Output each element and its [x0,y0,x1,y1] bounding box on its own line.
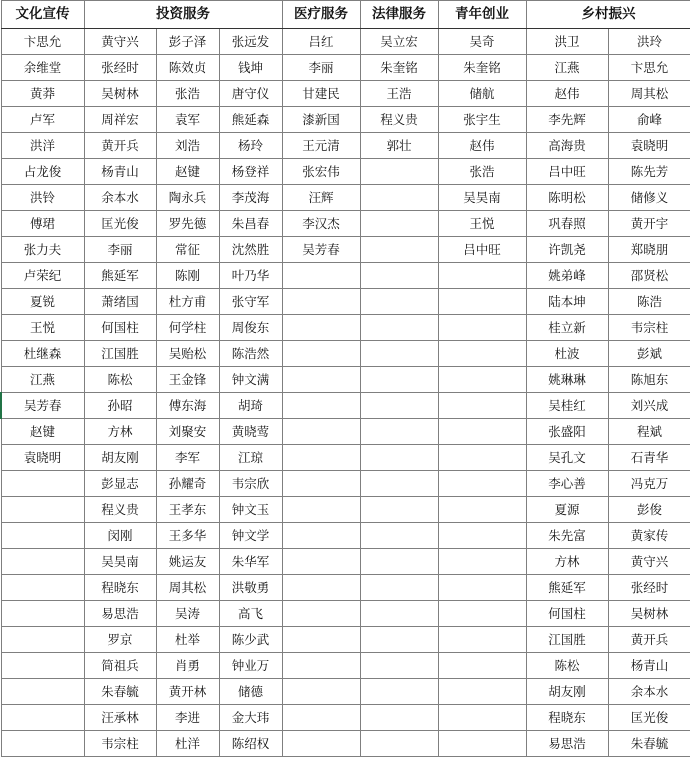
table-cell[interactable]: 杜举 [156,627,219,653]
table-cell[interactable]: 吴孔文 [526,445,608,471]
table-cell[interactable]: 王悦 [1,315,84,341]
table-cell[interactable] [438,419,526,445]
table-cell[interactable]: 陈先芳 [608,159,690,185]
table-cell[interactable] [360,263,438,289]
table-cell[interactable]: 汪承林 [84,705,156,731]
table-cell[interactable]: 李军 [156,445,219,471]
table-cell[interactable] [282,419,360,445]
table-cell[interactable]: 钟文满 [219,367,282,393]
table-cell[interactable] [360,419,438,445]
table-cell[interactable] [438,367,526,393]
table-cell[interactable] [438,289,526,315]
table-cell[interactable]: 程义贵 [84,497,156,523]
table-cell[interactable] [282,289,360,315]
table-cell[interactable]: 杨青山 [84,159,156,185]
table-cell[interactable]: 周祥宏 [84,107,156,133]
table-row [1,29,690,55]
table-cell[interactable]: 储修义 [608,185,690,211]
column-header[interactable]: 法律服务 [360,1,438,29]
table-row [1,731,690,757]
table-cell[interactable]: 李丽 [282,55,360,81]
table-cell[interactable]: 黄开林 [156,679,219,705]
table-cell[interactable]: 吴桂红 [526,393,608,419]
table-cell[interactable] [438,263,526,289]
table-cell[interactable]: 姚运友 [156,549,219,575]
table-cell[interactable]: 彭斌 [608,341,690,367]
table-row [1,81,690,107]
table-cell[interactable]: 彭子泽 [156,29,219,55]
table-cell[interactable]: 程晓东 [526,705,608,731]
table-cell[interactable]: 黄开兵 [84,133,156,159]
table-cell[interactable]: 余维堂 [1,55,84,81]
table-cell[interactable] [360,549,438,575]
table-cell[interactable]: 汪辉 [282,185,360,211]
table-cell[interactable]: 张浩 [156,81,219,107]
table-cell[interactable] [360,367,438,393]
table-cell[interactable]: 余本水 [608,679,690,705]
table-cell[interactable] [1,497,84,523]
table-cell[interactable] [360,575,438,601]
table-row [1,445,690,471]
table-row [1,315,690,341]
table-cell[interactable] [438,679,526,705]
table-cell[interactable] [438,653,526,679]
table-header [1,1,690,29]
table-cell[interactable]: 朱昌春 [219,211,282,237]
table-cell[interactable] [282,497,360,523]
table-cell[interactable]: 杜洋 [156,731,219,757]
table-cell[interactable]: 王多华 [156,523,219,549]
table-cell[interactable] [360,445,438,471]
table-cell[interactable]: 余本水 [84,185,156,211]
table-cell[interactable]: 李汉杰 [282,211,360,237]
table-cell[interactable]: 熊延军 [526,575,608,601]
table-row [1,627,690,653]
table-cell[interactable]: 周其松 [156,575,219,601]
table-cell[interactable]: 陈松 [84,367,156,393]
table-cell[interactable]: 叶乃华 [219,263,282,289]
table-cell[interactable] [360,679,438,705]
table-cell[interactable] [282,627,360,653]
table-cell[interactable]: 漆新国 [282,107,360,133]
table-cell[interactable]: 邵贤松 [608,263,690,289]
table-row [1,601,690,627]
table-cell[interactable]: 洪洋 [1,133,84,159]
table-cell[interactable]: 彭俊 [608,497,690,523]
table-cell[interactable]: 高飞 [219,601,282,627]
table-cell[interactable]: 张盛阳 [526,419,608,445]
table-cell[interactable] [1,523,84,549]
table-cell[interactable]: 胡琦 [219,393,282,419]
table-cell[interactable]: 吴涛 [156,601,219,627]
table-row [1,55,690,81]
table-cell[interactable] [438,731,526,757]
table-cell[interactable]: 姚琳琳 [526,367,608,393]
table-cell[interactable]: 赵伟 [526,81,608,107]
table-cell[interactable]: 洪卫 [526,29,608,55]
table-cell[interactable]: 易思浩 [84,601,156,627]
table-cell[interactable]: 黄晓莺 [219,419,282,445]
table-cell[interactable]: 陈刚 [156,263,219,289]
column-header[interactable]: 青年创业 [438,1,526,29]
table-row [1,679,690,705]
column-header[interactable]: 乡村振兴 [526,1,690,29]
table-cell[interactable] [282,367,360,393]
table-cell[interactable]: 朱先富 [526,523,608,549]
table-cell[interactable] [282,705,360,731]
table-cell[interactable]: 李先辉 [526,107,608,133]
table-row [1,159,690,185]
table-cell[interactable] [360,471,438,497]
table-cell[interactable] [282,653,360,679]
table-cell[interactable]: 彭显志 [84,471,156,497]
table-cell[interactable]: 李心善 [526,471,608,497]
table-cell[interactable]: 占龙俊 [1,159,84,185]
table-cell[interactable]: 杜继森 [1,341,84,367]
table-cell[interactable] [438,627,526,653]
table-cell[interactable] [1,705,84,731]
table-cell[interactable]: 陈明松 [526,185,608,211]
table-cell[interactable]: 王浩 [360,81,438,107]
table-cell[interactable]: 傅珺 [1,211,84,237]
table-cell[interactable]: 袁晓明 [608,133,690,159]
table-cell[interactable]: 熊延军 [84,263,156,289]
table-cell[interactable]: 巩春照 [526,211,608,237]
table-cell[interactable]: 张守军 [219,289,282,315]
table-row [1,185,690,211]
table-cell[interactable] [282,549,360,575]
table-cell[interactable]: 程斌 [608,419,690,445]
table-cell[interactable] [438,393,526,419]
table-cell[interactable] [438,471,526,497]
table-row [1,523,690,549]
table-cell[interactable]: 钟业万 [219,653,282,679]
table-cell[interactable]: 夏锐 [1,289,84,315]
table-cell[interactable]: 何学柱 [156,315,219,341]
table-cell[interactable]: 高海贵 [526,133,608,159]
table-cell[interactable]: 张远发 [219,29,282,55]
table-cell[interactable] [1,653,84,679]
table-cell[interactable]: 吴贻松 [156,341,219,367]
table-cell[interactable] [438,315,526,341]
table-cell[interactable] [438,445,526,471]
table-cell[interactable]: 熊延森 [219,107,282,133]
table-cell[interactable]: 萧绪国 [84,289,156,315]
table-cell[interactable] [282,393,360,419]
table-cell[interactable]: 王悦 [438,211,526,237]
table-cell[interactable]: 洪铃 [1,185,84,211]
table-cell[interactable] [360,393,438,419]
table-cell[interactable]: 王元清 [282,133,360,159]
table-cell[interactable]: 简祖兵 [84,653,156,679]
table-row [1,237,690,263]
table-cell[interactable]: 许凯尧 [526,237,608,263]
table-cell[interactable]: 杨玲 [219,133,282,159]
table-cell[interactable] [438,341,526,367]
table-cell[interactable]: 钟文玉 [219,497,282,523]
table-cell[interactable]: 陶永兵 [156,185,219,211]
table-row [1,393,690,419]
table-cell[interactable]: 吴树林 [608,601,690,627]
table-cell[interactable]: 金大玮 [219,705,282,731]
table-body [1,29,690,757]
table-cell[interactable]: 朱奎铭 [360,55,438,81]
table-cell[interactable]: 江琼 [219,445,282,471]
table-cell[interactable] [282,731,360,757]
table-cell[interactable] [360,653,438,679]
table-cell[interactable]: 陈浩 [608,289,690,315]
table-cell[interactable]: 陆本坤 [526,289,608,315]
table-cell[interactable]: 胡友刚 [84,445,156,471]
table-cell[interactable]: 闵刚 [84,523,156,549]
table-cell[interactable] [1,679,84,705]
table-cell[interactable]: 夏源 [526,497,608,523]
table-cell[interactable]: 陈效贞 [156,55,219,81]
table-cell[interactable]: 江国胜 [526,627,608,653]
table-cell[interactable]: 陈松 [526,653,608,679]
table-row [1,497,690,523]
table-cell[interactable]: 程义贵 [360,107,438,133]
table-cell[interactable] [360,211,438,237]
table-row [1,107,690,133]
table-cell[interactable]: 沈然胜 [219,237,282,263]
table-row [1,211,690,237]
table-cell[interactable]: 甘建民 [282,81,360,107]
table-cell[interactable]: 洪敬勇 [219,575,282,601]
table-cell[interactable]: 易思浩 [526,731,608,757]
table-cell[interactable]: 黄守兴 [608,549,690,575]
table-cell[interactable] [360,185,438,211]
table-cell[interactable]: 杨青山 [608,653,690,679]
table-cell[interactable]: 储航 [438,81,526,107]
table-cell[interactable]: 卞思允 [1,29,84,55]
table-cell[interactable]: 吴芳春 [282,237,360,263]
table-cell[interactable]: 唐守仪 [219,81,282,107]
table-cell[interactable]: 杜波 [526,341,608,367]
table-cell[interactable]: 黄莽 [1,81,84,107]
table-cell[interactable] [282,601,360,627]
table-cell[interactable]: 黄开宇 [608,211,690,237]
table-cell[interactable]: 俞峰 [608,107,690,133]
table-cell[interactable]: 钟文学 [219,523,282,549]
table-cell[interactable]: 刘浩 [156,133,219,159]
table-cell[interactable]: 卞思允 [608,55,690,81]
table-cell[interactable] [1,575,84,601]
table-cell[interactable]: 陈浩然 [219,341,282,367]
table-cell[interactable] [360,341,438,367]
table-cell[interactable] [282,575,360,601]
table-cell[interactable]: 孙耀奇 [156,471,219,497]
table-cell[interactable]: 孙昭 [84,393,156,419]
table-cell[interactable] [360,315,438,341]
table-cell[interactable]: 张宇生 [438,107,526,133]
table-cell[interactable]: 吴昊南 [84,549,156,575]
table-cell[interactable]: 黄开兵 [608,627,690,653]
table-cell[interactable]: 吴立宏 [360,29,438,55]
table-cell[interactable] [1,731,84,757]
table-row [1,549,690,575]
table-cell[interactable]: 袁晓明 [1,445,84,471]
table-cell[interactable]: 张宏伟 [282,159,360,185]
table-cell[interactable]: 王孝东 [156,497,219,523]
table-cell[interactable]: 程晓东 [84,575,156,601]
table-cell[interactable]: 桂立新 [526,315,608,341]
table-row [1,575,690,601]
table-cell[interactable]: 吕红 [282,29,360,55]
table-cell[interactable] [282,445,360,471]
table-cell[interactable]: 张经时 [84,55,156,81]
header-row [1,1,690,29]
table-cell[interactable]: 何国柱 [526,601,608,627]
table-cell[interactable]: 洪玲 [608,29,690,55]
table-cell[interactable]: 朱春毓 [84,679,156,705]
table-cell[interactable]: 郭壮 [360,133,438,159]
table-row [1,133,690,159]
table-cell[interactable]: 黄家传 [608,523,690,549]
table-row [1,367,690,393]
table-cell[interactable] [360,601,438,627]
table-cell[interactable] [1,627,84,653]
table-cell[interactable]: 张经时 [608,575,690,601]
table-cell[interactable]: 方林 [84,419,156,445]
table-cell[interactable] [282,471,360,497]
table-cell[interactable]: 卢军 [1,107,84,133]
table-cell[interactable] [1,549,84,575]
table-cell[interactable]: 李丽 [84,237,156,263]
table-cell[interactable] [282,679,360,705]
table-cell[interactable] [360,627,438,653]
table-cell[interactable]: 储德 [219,679,282,705]
table-cell[interactable] [282,341,360,367]
table-cell[interactable]: 吕中旺 [526,159,608,185]
table-cell[interactable] [438,523,526,549]
table-cell[interactable] [360,497,438,523]
table-cell[interactable] [438,601,526,627]
table-cell[interactable]: 肖勇 [156,653,219,679]
table-cell[interactable]: 李茂海 [219,185,282,211]
table-cell[interactable]: 吕中旺 [438,237,526,263]
table-cell[interactable]: 冯克万 [608,471,690,497]
table-cell[interactable]: 韦宗柱 [608,315,690,341]
table-cell[interactable]: 杜方甫 [156,289,219,315]
table-row [1,653,690,679]
table-cell[interactable]: 赵键 [156,159,219,185]
table-cell[interactable]: 张浩 [438,159,526,185]
table-cell[interactable]: 李进 [156,705,219,731]
table-cell[interactable]: 姚弟峰 [526,263,608,289]
table-cell[interactable]: 王金锋 [156,367,219,393]
table-cell[interactable] [282,263,360,289]
table-cell[interactable]: 黄守兴 [84,29,156,55]
table-cell[interactable] [360,523,438,549]
table-cell[interactable] [1,601,84,627]
table-cell[interactable] [1,471,84,497]
table-cell[interactable] [282,315,360,341]
table-cell[interactable] [360,237,438,263]
table-cell[interactable]: 韦宗欣 [219,471,282,497]
table-cell[interactable]: 江国胜 [84,341,156,367]
table-cell[interactable]: 方林 [526,549,608,575]
table-cell[interactable]: 罗京 [84,627,156,653]
table-cell[interactable]: 周俊东 [219,315,282,341]
table-cell[interactable]: 吴树林 [84,81,156,107]
column-header[interactable]: 医疗服务 [282,1,360,29]
table-cell[interactable]: 常征 [156,237,219,263]
table-cell[interactable]: 江燕 [526,55,608,81]
table-cell[interactable]: 傅东海 [156,393,219,419]
table-cell[interactable]: 赵伟 [438,133,526,159]
table-cell[interactable]: 袁军 [156,107,219,133]
table-cell[interactable]: 吴昊南 [438,185,526,211]
table-cell[interactable]: 赵键 [1,419,84,445]
table-cell[interactable]: 韦宗柱 [84,731,156,757]
table-cell[interactable]: 匡光俊 [608,705,690,731]
table-cell[interactable] [438,497,526,523]
table-cell[interactable] [282,523,360,549]
table-cell[interactable] [360,289,438,315]
table-cell[interactable] [360,159,438,185]
table-cell[interactable]: 陈旭东 [608,367,690,393]
table-cell[interactable]: 陈少武 [219,627,282,653]
table-row [1,289,690,315]
table-cell[interactable]: 朱奎铭 [438,55,526,81]
table-cell[interactable]: 郑晓朋 [608,237,690,263]
table-cell[interactable]: 张力夫 [1,237,84,263]
table-cell[interactable] [438,705,526,731]
table-cell[interactable]: 吴芳春 [1,393,84,419]
table-row [1,471,690,497]
table-cell[interactable] [360,705,438,731]
table-cell[interactable] [438,549,526,575]
table-row [1,705,690,731]
column-header[interactable]: 文化宣传 [1,1,84,29]
table-row [1,419,690,445]
column-header[interactable]: 投资服务 [84,1,282,29]
table-cell[interactable]: 钱坤 [219,55,282,81]
table-cell[interactable]: 匡光俊 [84,211,156,237]
table-cell[interactable]: 朱华军 [219,549,282,575]
table-cell[interactable]: 胡友刚 [526,679,608,705]
table-cell[interactable]: 陈绍权 [219,731,282,757]
table-cell[interactable]: 刘兴成 [608,393,690,419]
table-cell[interactable]: 卢荣纪 [1,263,84,289]
table-cell[interactable]: 罗先德 [156,211,219,237]
table-cell[interactable]: 刘聚安 [156,419,219,445]
table-cell[interactable]: 朱春毓 [608,731,690,757]
table-cell[interactable] [360,731,438,757]
table-cell[interactable]: 何国柱 [84,315,156,341]
table-cell[interactable]: 杨登祥 [219,159,282,185]
table-cell[interactable]: 江燕 [1,367,84,393]
table-cell[interactable] [438,575,526,601]
table-cell[interactable]: 石青华 [608,445,690,471]
table-row [1,263,690,289]
table-cell[interactable]: 周其松 [608,81,690,107]
table-cell[interactable]: 吴奇 [438,29,526,55]
table-row [1,341,690,367]
